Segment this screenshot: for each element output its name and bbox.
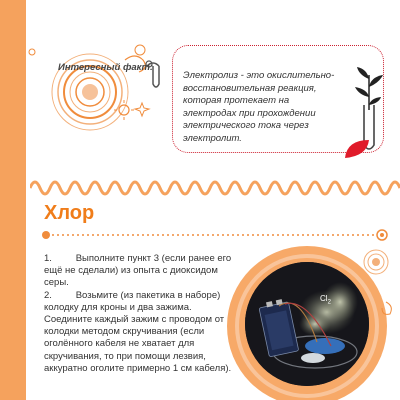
instruction-list [44,253,240,375]
orange-wave-divider [30,172,400,202]
fact-label: Интересный факт: [58,62,154,73]
list-item-number: 1. [44,253,52,264]
list-item-text: Возьмите (из пакетика в наборе) колодку для кроны и два зажима. Соедините каждый зажим с проводом от колодки методом скручивания (если оголённого кабеля не хватает для скручивания, то при помощи лезвия, аккуратно оголите примерно 1 см кабеля). [44,289,232,374]
list-item-number: 2. [44,289,52,301]
experiment-photo [245,262,369,386]
electrolysis-scene [245,262,369,386]
list-item [44,253,240,290]
list-item-text: Выполните пункт 3 (если ранее его ещё не сделали) из опыта с диоксидом серы. [44,253,232,289]
chlorine-formula [320,294,331,306]
list-item [44,290,240,375]
section-title: Хлор [44,202,95,224]
chlorine-formula-subscript: 2 [327,299,331,306]
chlorine-formula-symbol: Cl [320,294,328,303]
red-leaf-decoration [343,138,371,160]
sun-decoration [112,90,152,130]
fact-text: Электролиз - это окислительно-восстановительная реакция, которая протекает на электродах при прохождении электрического тока через электролит. [183,70,335,144]
